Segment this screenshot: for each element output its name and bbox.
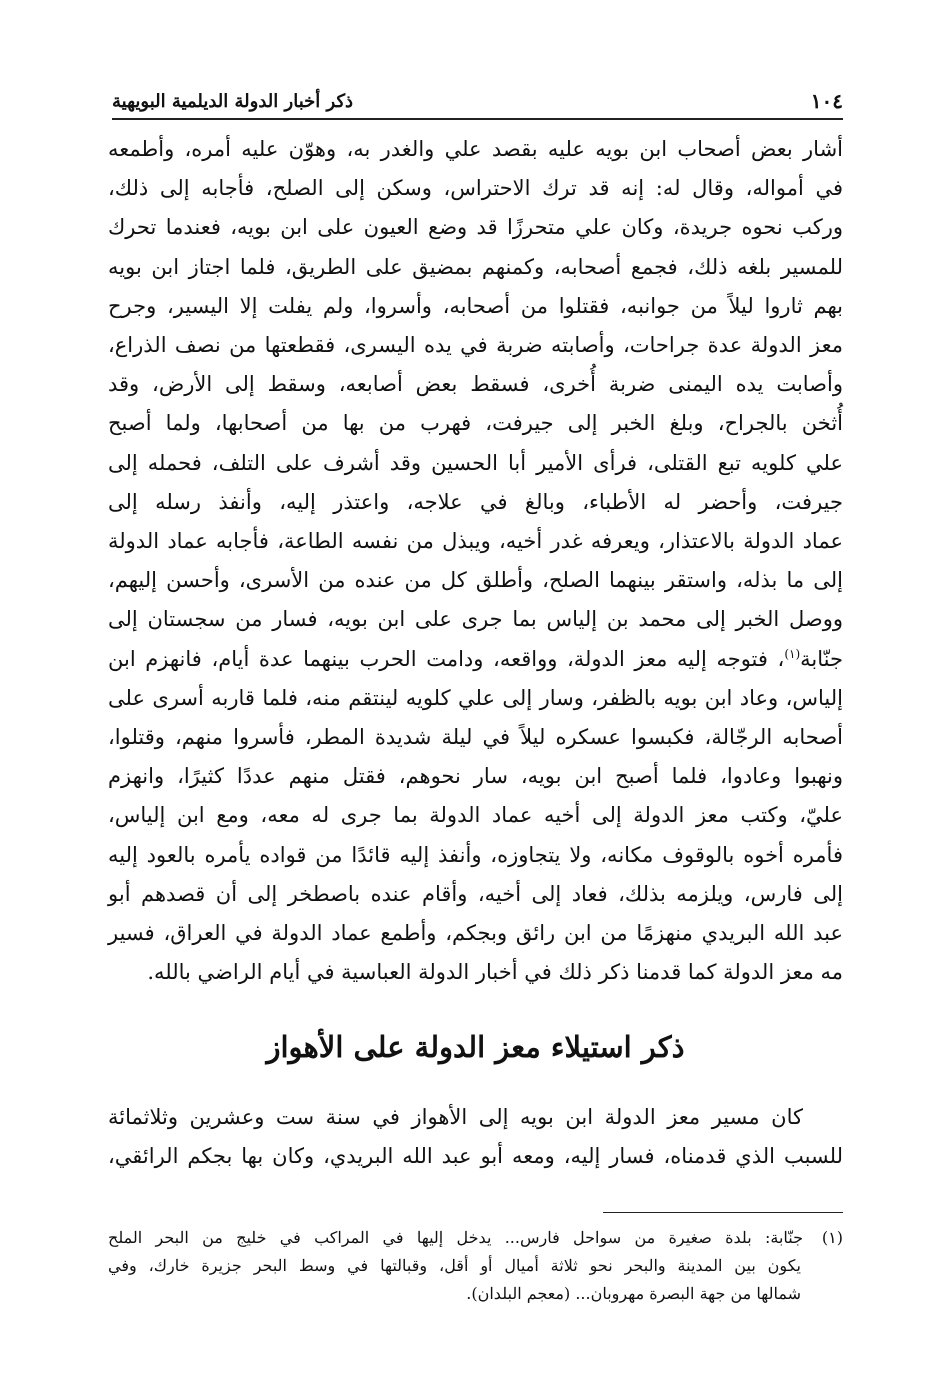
text-line: عبد الله البريدي منهزمًا من ابن رائق وبجكم، وأطمع عماد الدولة في العراق، فسير (108, 921, 843, 946)
text-line: علي كلويه تبع القتلى، فرأى الأمير أبا الحسين وقد أشرف على التلف، فحمله إلى (108, 450, 843, 475)
text-line: عماد الدولة بالاعتذار، ويعرفه غدر أخيه، ويبذل من نفسه الطاعة، فأجابه عماد الدولة (108, 529, 843, 554)
footnote-line (108, 1224, 843, 1252)
footnote-line: شمالها من جهة البصرة مهروبان... (معجم البلدان). (466, 1284, 801, 1303)
text-line: أُثخن بالجراح، وبلغ الخبر إلى جيرفت، فهرب من بها من أصحابها، ولما أصبح (108, 411, 843, 436)
text-line: مه معز الدولة كما قدمنا ذكر ذلك في أخبار الدولة العباسية في أيام الراضي بالله. (147, 960, 843, 985)
text-line: للمسير بلغه ذلك، فجمع أصحابه، وكمنهم بمضيق على الطريق، فلما اجتاز ابن بويه (108, 254, 843, 279)
text-line: أشار بعض أصحاب ابن بويه عليه بقصد علي والغدر به، وهوّن عليه أمره، وأطمعه (108, 137, 843, 161)
text-line: أصحابه الرجّالة، فكبسوا عسكره ليلاً في ليلة شديدة المطر، فأسروا منهم، وقتلوا، (108, 725, 843, 750)
text-line: وأصابت يده اليمنى ضربة أُخرى، فسقط بعض أصابعه، وسقط إلى الأرض، وقد (108, 372, 843, 397)
text-line: عليّ، وكتب معز الدولة إلى أخيه عماد الدولة بما جرى له معه، ومع ابن إلياس، (108, 803, 843, 828)
text-line: إلى فارس، ويلزمه بذلك، فعاد إلى أخيه، وأقام عنده باصطخر إلى أن قصدهم أبو (108, 881, 843, 906)
footnote-text: جنّابة: بلدة صغيرة من سواحل فارس... يدخل إليها في المراكب في خليج من البحر الملح (108, 1228, 804, 1247)
text-line: ونهبوا وعادوا، فلما أصبح ابن بويه، سار نحوهم، فقتل منهم عددًا كثيرًا، وانهزم (108, 764, 843, 789)
text-line: وركب نحوه جريدة، وكان علي متحرزًا قد وضع العيون على ابن بويه، فعندما تحرك (108, 215, 843, 240)
text-line: ووصل الخبر إلى محمد بن إلياس بما جرى على ابن بويه، فسار من سجستان إلى (108, 607, 843, 632)
footnote-separator (603, 1212, 843, 1213)
footnoted-word: جنّابة (800, 646, 843, 671)
text-line: فأمره أخوه بالوقوف مكانه، ولا يتجاوزه، وأنفذ إليه قائدًا من قواده يأمره بالعود إليه (108, 842, 843, 867)
running-header (112, 84, 843, 120)
page-number: ١٠٤ (810, 89, 843, 113)
footnote-marker: (١) (821, 1228, 844, 1247)
main-text-block (108, 130, 843, 992)
section-text-block (108, 1098, 843, 1176)
footnotes-block (108, 1224, 843, 1308)
text-line: كان مسير معز الدولة ابن بويه إلى الأهواز في سنة ست وعشرين وثلاثمائة (108, 1105, 803, 1129)
running-title: ذكر أخبار الدولة الديلمية البويهية (112, 90, 354, 112)
text-line-with-footnote (108, 640, 843, 679)
text-line: جيرفت، وأحضر له الأطباء، وبالغ في علاجه، واعتذر إليه، وأنفذ رسله إلى (108, 489, 843, 514)
text-line: بهم ثاروا ليلاً من جوانبه، فقتلوا من أصحابه، وأسروا، ولم يفلت إلا اليسير، وجرح (108, 293, 843, 318)
text-line: في أمواله، وقال له: إنه قد ترك الاحتراس، وسكن إلى الصلح، فأجابه إلى ذلك، (108, 176, 843, 201)
section-heading: ذكر استيلاء معز الدولة على الأهواز (266, 1030, 685, 1064)
text-fragment: ، فتوجه إليه معز الدولة، وواقعه، ودامت الحرب بينهما عدة أيام، فانهزم ابن (108, 646, 785, 671)
text-line: إلى ما بذله، واستقر بينهما الصلح، وأطلق كل من عنده من الأسرى، وأحسن إليهم، (108, 568, 843, 593)
text-line: إلياس، وعاد ابن بويه بالظفر، وسار إلى علي كلويه لينتقم منه، فلما قاربه أسرى على (108, 685, 843, 710)
footnote-reference[interactable]: (١) (784, 646, 801, 661)
text-line: معز الدولة عدة جراحات، وأصابته ضربة في يده اليسرى، فقطعتها من نصف الذراع، (108, 333, 843, 358)
footnote-line: يكون بين المدينة والبحر نحو ثلاثة أميال أو أقل، وقبالتها في وسط البحر جزيرة خارك، وفي (108, 1256, 801, 1275)
text-line: للسبب الذي قدمناه، فسار إليه، ومعه أبو عبد الله البريدي، وكان بها بجكم الرائقي، (108, 1144, 843, 1169)
